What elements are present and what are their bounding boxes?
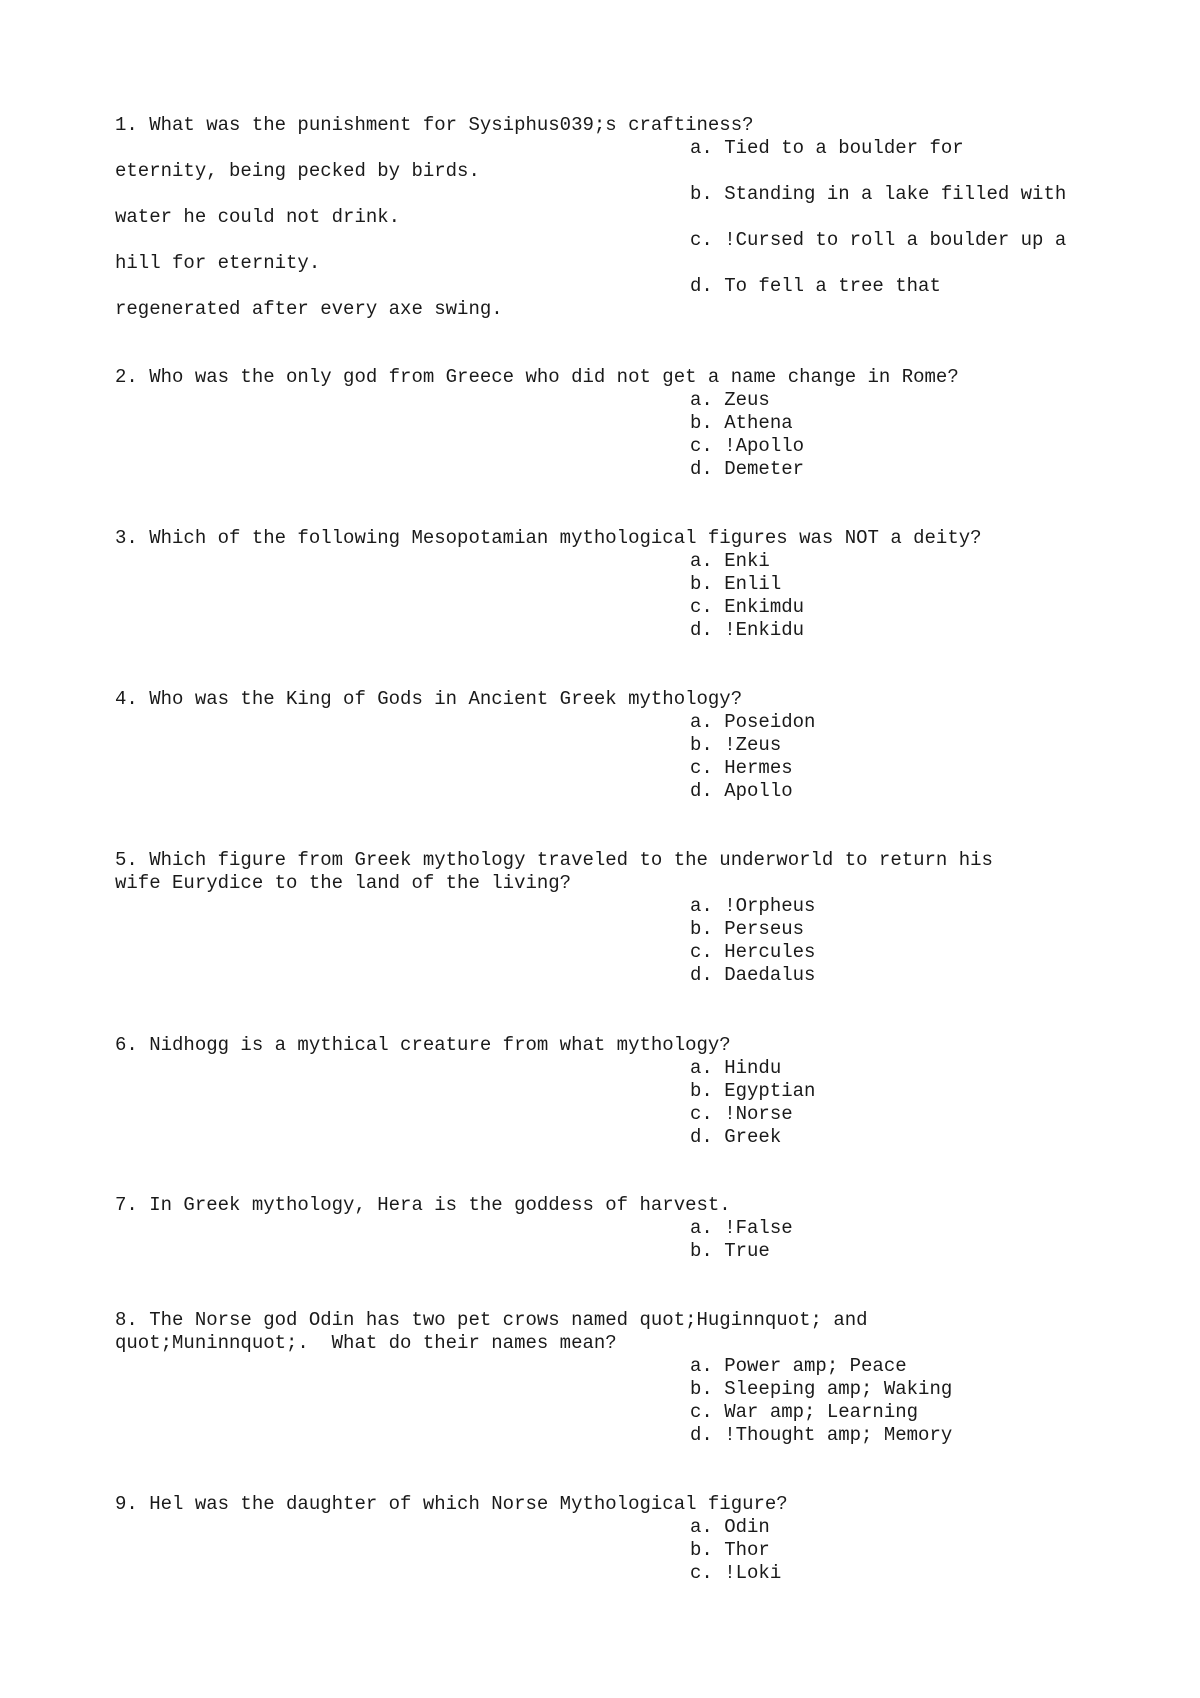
- question-7-text: 7. In Greek mythology, Hera is the goddess of harvest.: [115, 1194, 731, 1216]
- question-2-option-b: b. Athena: [690, 412, 793, 434]
- question-4-option-d: d. Apollo: [690, 780, 793, 802]
- question-1-text: 1. What was the punishment for Sysiphus039;s craftiness?: [115, 114, 754, 136]
- question-8-option-d: d. !Thought amp; Memory: [690, 1424, 953, 1446]
- question-9-option-c: c. !Loki: [690, 1562, 782, 1584]
- question-2-option-d: d. Demeter: [690, 458, 805, 480]
- question-8-option-b: b. Sleeping amp; Waking: [690, 1378, 953, 1400]
- question-8-text-line-1: 8. The Norse god Odin has two pet crows named quot;Huginnquot; and: [115, 1309, 868, 1331]
- question-3-option-d: d. !Enkidu: [690, 619, 805, 641]
- question-7-option-a: a. !False: [690, 1217, 793, 1239]
- question-6-option-b: b. Egyptian: [690, 1080, 816, 1102]
- question-5-text-line-1: 5. Which figure from Greek mythology traveled to the underworld to return his: [115, 849, 993, 871]
- question-2-option-a: a. Zeus: [690, 389, 770, 411]
- question-4-option-a: a. Poseidon: [690, 711, 816, 733]
- question-6-option-d: d. Greek: [690, 1126, 782, 1148]
- question-1-option-a: a. Tied to a boulder for: [690, 137, 964, 159]
- question-6-option-c: c. !Norse: [690, 1103, 793, 1125]
- question-8-option-a: a. Power amp; Peace: [690, 1355, 907, 1377]
- question-3-option-c: c. Enkimdu: [690, 596, 805, 618]
- question-3-text: 3. Which of the following Mesopotamian mythological figures was NOT a deity?: [115, 527, 982, 549]
- question-1-option-c: c. !Cursed to roll a boulder up a: [690, 229, 1067, 251]
- question-5-option-c: c. Hercules: [690, 941, 816, 963]
- question-4-text: 4. Who was the King of Gods in Ancient Greek mythology?: [115, 688, 743, 710]
- question-8-option-c: c. War amp; Learning: [690, 1401, 919, 1423]
- question-1-option-c-continuation: hill for eternity.: [115, 252, 321, 274]
- question-6-option-a: a. Hindu: [690, 1057, 782, 1079]
- question-7-option-b: b. True: [690, 1240, 770, 1262]
- question-3-option-a: a. Enki: [690, 550, 770, 572]
- question-3-option-b: b. Enlil: [690, 573, 782, 595]
- question-9-option-b: b. Thor: [690, 1539, 770, 1561]
- question-1-option-b-continuation: water he could not drink.: [115, 206, 401, 228]
- question-5-option-a: a. !Orpheus: [690, 895, 816, 917]
- question-5-option-d: d. Daedalus: [690, 964, 816, 986]
- question-8-text-line-2: quot;Muninnquot;. What do their names mean?: [115, 1332, 617, 1354]
- question-4-option-c: c. Hermes: [690, 757, 793, 779]
- question-1-option-b: b. Standing in a lake filled with: [690, 183, 1067, 205]
- question-1-option-d-continuation: regenerated after every axe swing.: [115, 298, 503, 320]
- question-2-option-c: c. !Apollo: [690, 435, 805, 457]
- question-9-option-a: a. Odin: [690, 1516, 770, 1538]
- question-2-text: 2. Who was the only god from Greece who did not get a name change in Rome?: [115, 366, 959, 388]
- question-9-text: 9. Hel was the daughter of which Norse Mythological figure?: [115, 1493, 788, 1515]
- question-1-option-d: d. To fell a tree that: [690, 275, 941, 297]
- question-1-option-a-continuation: eternity, being pecked by birds.: [115, 160, 480, 182]
- question-4-option-b: b. !Zeus: [690, 734, 782, 756]
- question-5-option-b: b. Perseus: [690, 918, 805, 940]
- question-6-text: 6. Nidhogg is a mythical creature from what mythology?: [115, 1034, 731, 1056]
- question-5-text-line-2: wife Eurydice to the land of the living?: [115, 872, 572, 894]
